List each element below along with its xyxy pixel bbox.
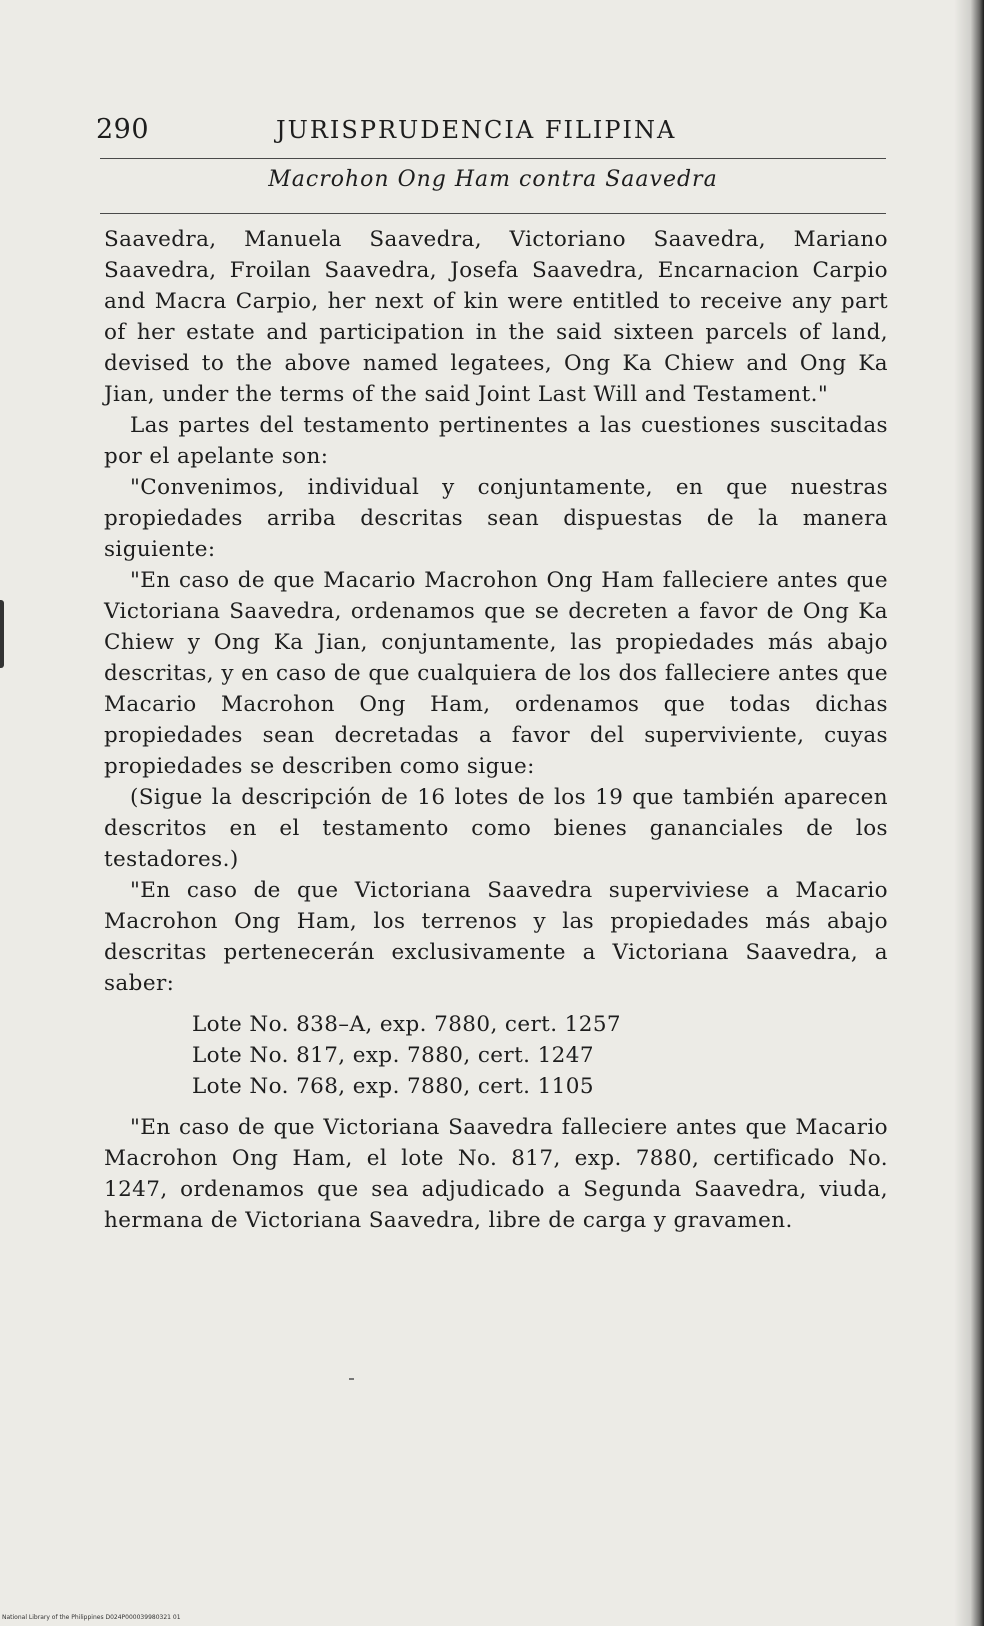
page-number: 290 bbox=[96, 114, 150, 145]
body-text bbox=[104, 224, 888, 1236]
scan-credit: National Library of the Philippines D024P000039980321 01 bbox=[2, 1614, 181, 1621]
paragraph-5: (Sigue la descripción de 16 lotes de los 19 que también aparecen descritos en el testamento como bienes gananciales de los testadores.) bbox=[104, 785, 888, 872]
lot-item: Lote No. 838–A, exp. 7880, cert. 1257 bbox=[192, 1012, 621, 1037]
running-title: JURISPRUDENCIA FILIPINA bbox=[276, 116, 677, 144]
lot-list bbox=[192, 1009, 888, 1102]
stray-mark bbox=[349, 1378, 354, 1380]
lot-item: Lote No. 817, exp. 7880, cert. 1247 bbox=[192, 1043, 594, 1068]
paragraph-4: "En caso de que Macario Macrohon Ong Ham falleciere antes que Victoriana Saavedra, ordenamos que se decreten a favor de Ong Ka Chiew y Ong Ka Jian, conjuntamente, las propiedades más abajo descritas, y en caso de que cualquiera de los dos falleciere antes que Macario Macrohon Ong Ham, ordenamos que todas dichas propiedades sean decretadas a favor del superviviente, cuyas propiedades se describen como sigue: bbox=[104, 568, 888, 779]
paragraph-2: Las partes del testamento pertinentes a las cuestiones suscitadas por el apelante son: bbox=[104, 413, 888, 469]
scan-edge-mark bbox=[0, 600, 4, 668]
paragraph-1: Saavedra, Manuela Saavedra, Victoriano Saavedra, Mariano Saavedra, Froilan Saavedra, Josefa Saavedra, Encarnacion Carpio and Macra Carpio, her next of kin were entitled to receive any part of her estate and participation in the said sixteen parcels of land, devised to the above named legatees, Ong Ka Chiew and Ong Ka Jian, under the terms of the said Joint Last Will and Testament." bbox=[104, 227, 888, 407]
closing-paragraph: "En caso de que Victoriana Saavedra falleciere antes que Macario Macrohon Ong Ham, el lote No. 817, exp. 7880, certificado No. 1247, ordenamos que sea adjudicado a Segunda Saavedra, viuda, hermana de Victoriana Saavedra, libre de carga y gravamen. bbox=[104, 1115, 888, 1233]
paragraph-3: "Convenimos, individual y conjuntamente, en que nuestras propiedades arriba descritas sean dispuestas de la manera siguiente: bbox=[104, 475, 888, 562]
header-rule-bottom bbox=[100, 213, 886, 214]
page-binding-shadow bbox=[954, 0, 984, 1626]
page-header bbox=[96, 114, 886, 160]
paragraph-6: "En caso de que Victoriana Saavedra superviviese a Macario Macrohon Ong Ham, los terrenos y las propiedades más abajo descritas pertenecerán exclusivamente a Victoriana Saavedra, a saber: bbox=[104, 878, 888, 996]
case-title: Macrohon Ong Ham contra Saavedra bbox=[268, 167, 718, 192]
lot-item: Lote No. 768, exp. 7880, cert. 1105 bbox=[192, 1074, 594, 1099]
header-rule-top bbox=[100, 158, 886, 159]
